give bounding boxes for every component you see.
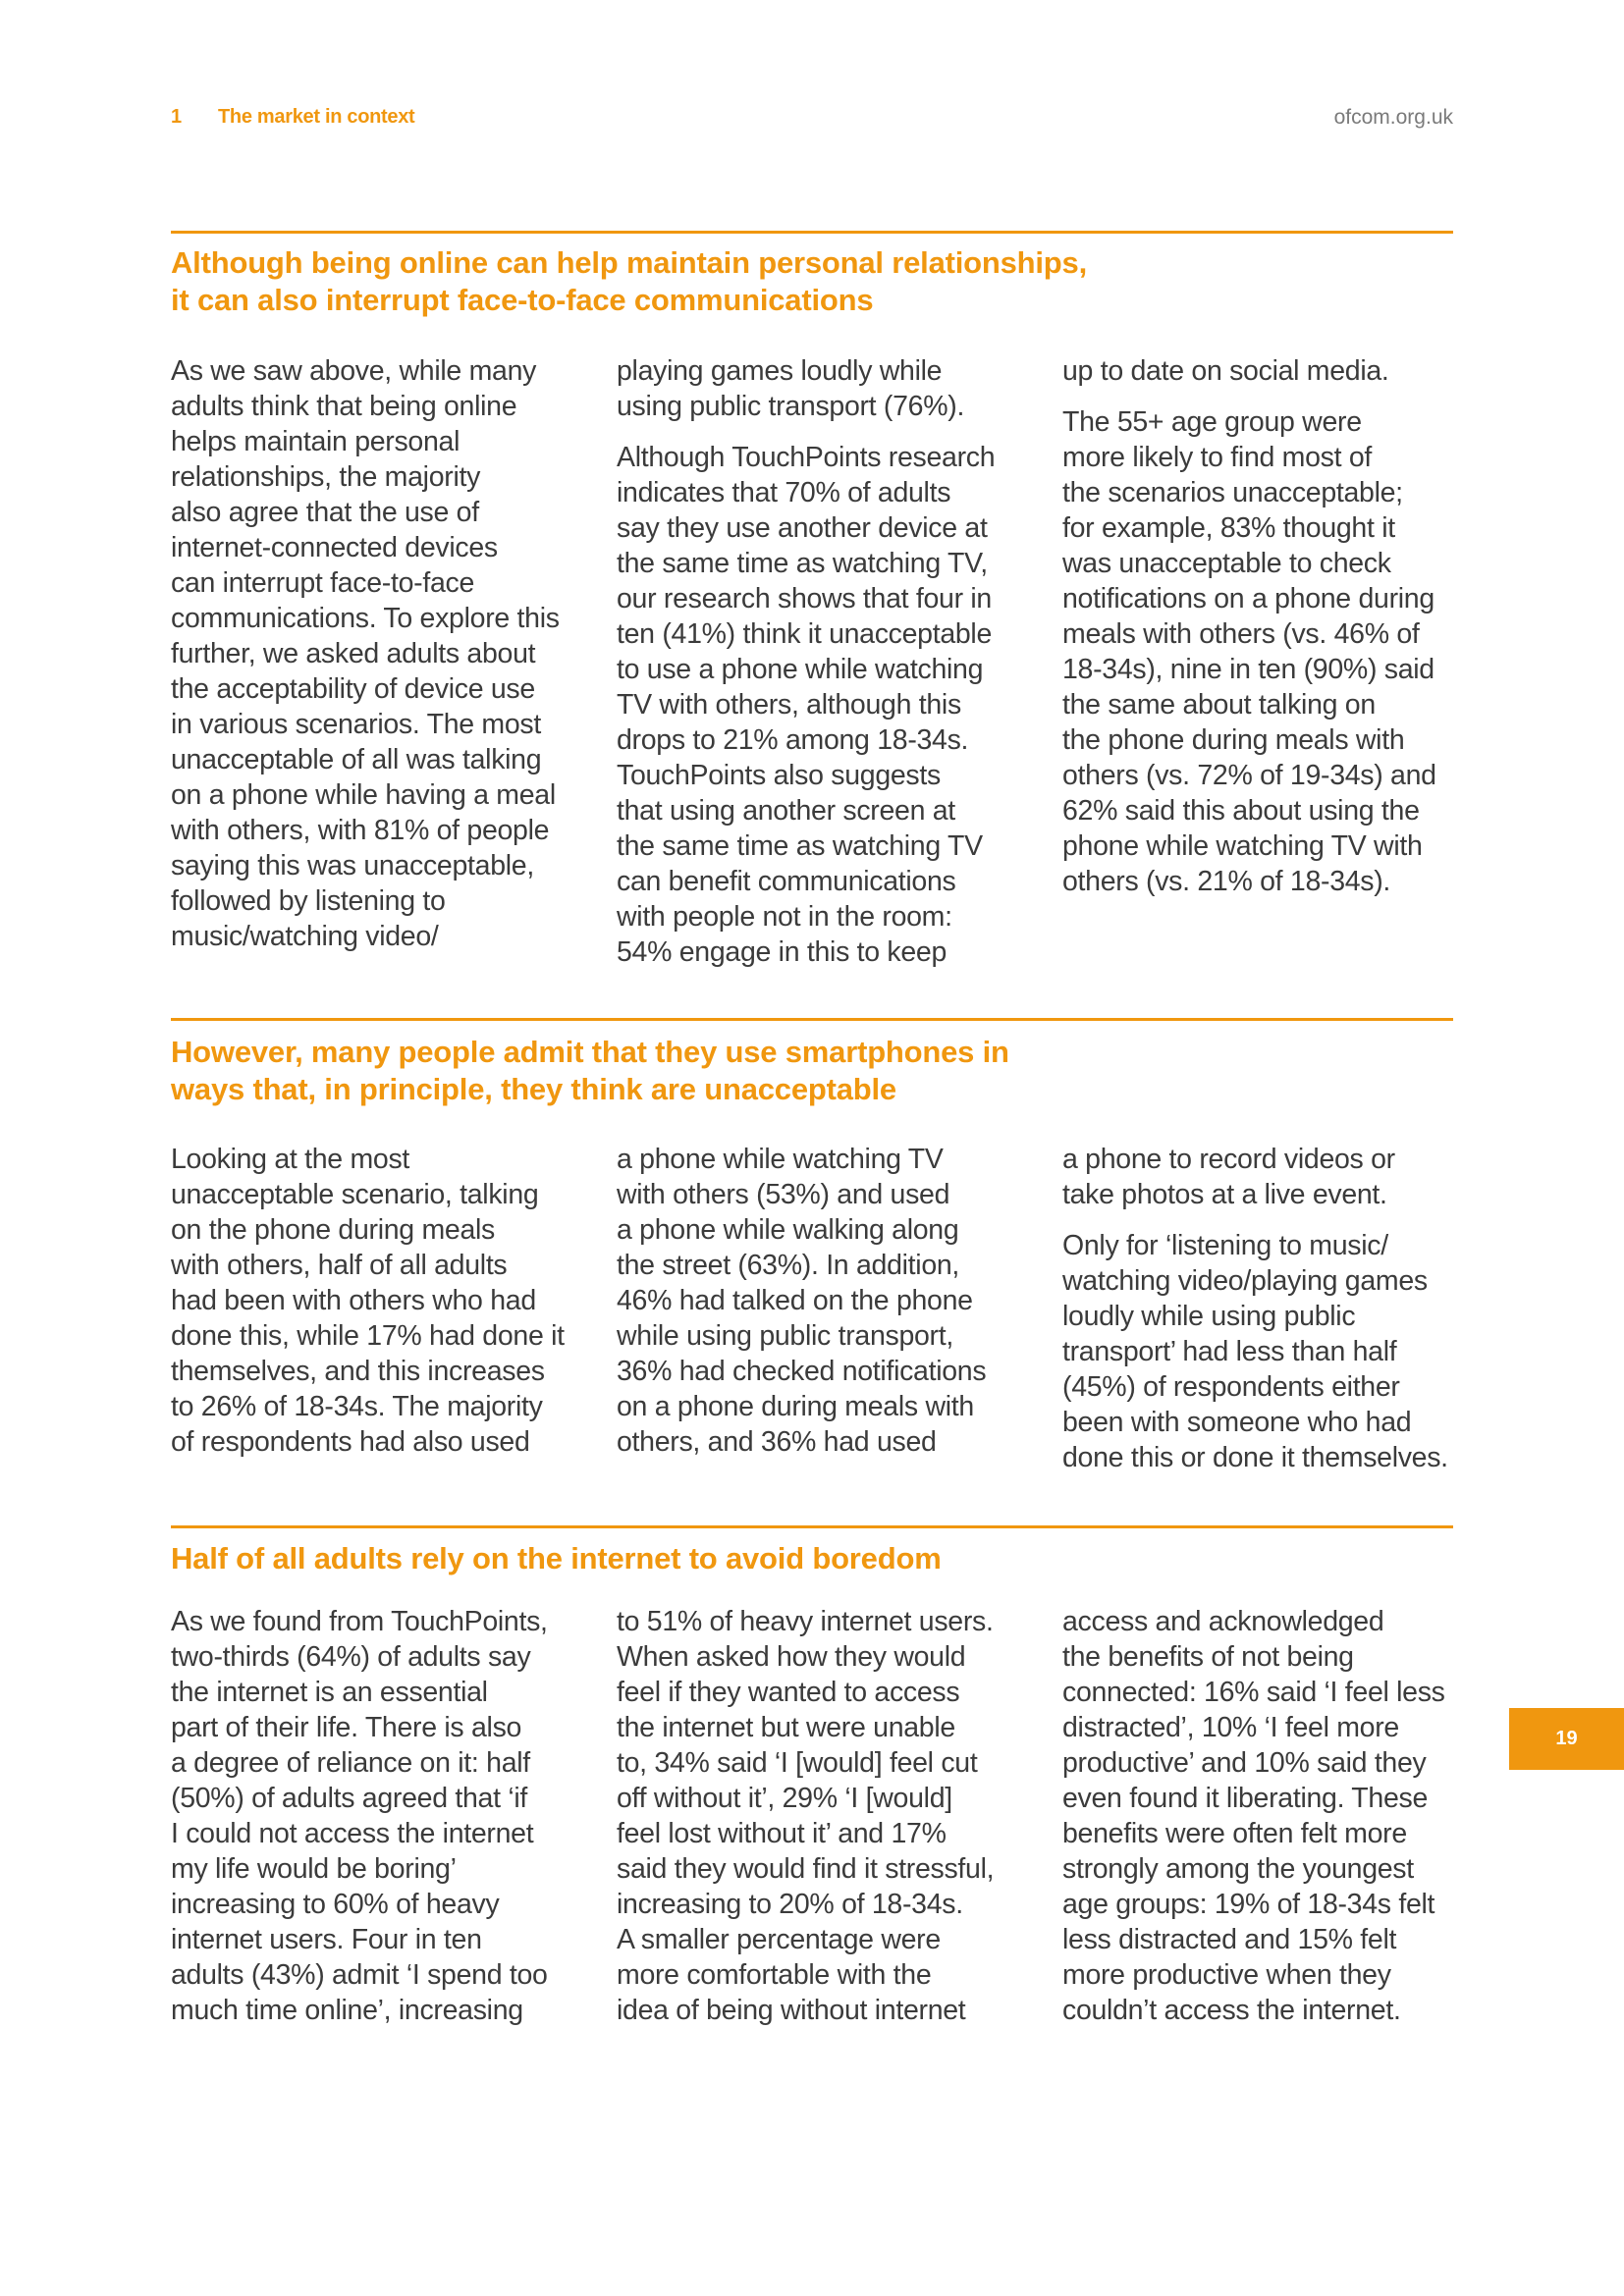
body-text-line: notifications on a phone during <box>1062 583 1435 614</box>
body-text-line: less distracted and 15% felt <box>1062 1924 1397 1955</box>
body-text-line: up to date on social media. <box>1062 355 1389 387</box>
body-text-line: TV with others, although this <box>617 689 961 721</box>
body-text-line: the benefits of not being <box>1062 1641 1354 1673</box>
body-text-line: on a phone during meals with <box>617 1391 974 1422</box>
body-text-line: adults (43%) admit ‘I spend too <box>171 1959 548 1991</box>
body-text-line: the internet is an essential <box>171 1677 488 1708</box>
body-text-line: can benefit communications <box>617 866 956 897</box>
body-text-line: can interrupt face-to-face <box>171 567 475 599</box>
body-text-line: loudly while using public <box>1062 1301 1356 1332</box>
body-text-line: said they would find it stressful, <box>617 1853 995 1885</box>
body-text-line: on the phone during meals <box>171 1214 495 1246</box>
section-3-column-3 <box>1062 1604 1475 2028</box>
body-text-line: two-thirds (64%) of adults say <box>171 1641 531 1673</box>
body-text-line: unacceptable scenario, talking <box>171 1179 539 1210</box>
body-text-line: that using another screen at <box>617 795 955 827</box>
body-text-line: more likely to find most of <box>1062 442 1373 473</box>
section-heading: However, many people admit that they use smartphones in ways that, in principle, they think are unacceptable <box>171 1035 1009 1106</box>
body-text-line: done this or done it themselves. <box>1062 1442 1448 1473</box>
body-text-line: relationships, the majority <box>171 461 481 493</box>
body-text-line: Only for ‘listening to music/ <box>1062 1230 1388 1261</box>
body-text-line: couldn’t access the internet. <box>1062 1995 1401 2026</box>
section-2-column-2 <box>617 1142 1029 1460</box>
body-text-line: to use a phone while watching <box>617 654 984 685</box>
section-1-column-3 <box>1062 353 1475 899</box>
body-text-line: watching video/playing games <box>1062 1265 1428 1297</box>
body-text-line: As we found from TouchPoints, <box>171 1606 548 1637</box>
body-text-line: much time online’, increasing <box>171 1995 523 2026</box>
body-text-line: (45%) of respondents either <box>1062 1371 1400 1403</box>
body-text-line: playing games loudly while <box>617 355 943 387</box>
page-number-tab <box>1509 1708 1624 1770</box>
page-header <box>171 106 1453 135</box>
body-text-line: my life would be boring’ <box>171 1853 457 1885</box>
body-text-line: productive’ and 10% said they <box>1062 1747 1427 1779</box>
body-text-line: benefits were often felt more <box>1062 1818 1407 1849</box>
body-text-line: 62% said this about using the <box>1062 795 1420 827</box>
body-text-line: age groups: 19% of 18-34s felt <box>1062 1889 1435 1920</box>
section-3-column-2 <box>617 1604 1029 2028</box>
body-text-line: with others (53%) and used <box>617 1179 950 1210</box>
body-text-line: unacceptable of all was talking <box>171 744 542 775</box>
body-text-line: feel lost without it’ and 17% <box>617 1818 947 1849</box>
body-text-line: to 51% of heavy internet users. <box>617 1606 994 1637</box>
body-text-line: a phone while watching TV <box>617 1144 944 1175</box>
body-text-line: saying this was unacceptable, <box>171 850 534 881</box>
section-divider <box>171 231 1453 234</box>
body-text-line: strongly among the youngest <box>1062 1853 1414 1885</box>
paragraph-gap <box>617 424 1029 440</box>
body-text-line: A smaller percentage were <box>617 1924 941 1955</box>
body-text-line: off without it’, 29% ‘I [would] <box>617 1783 952 1814</box>
body-text-line: a phone to record videos or <box>1062 1144 1395 1175</box>
section-divider <box>171 1525 1453 1528</box>
body-text-line: with others, with 81% of people <box>171 815 550 846</box>
body-text-line: take photos at a live event. <box>1062 1179 1387 1210</box>
body-text-line: more productive when they <box>1062 1959 1391 1991</box>
body-text-line: ten (41%) think it unacceptable <box>617 618 993 650</box>
body-text-line: I could not access the internet <box>171 1818 534 1849</box>
body-text-line: to 26% of 18-34s. The majority <box>171 1391 543 1422</box>
body-text-line: idea of being without internet <box>617 1995 966 2026</box>
body-text-line: also agree that the use of <box>171 497 479 528</box>
body-text-line: a phone while walking along <box>617 1214 959 1246</box>
section-2-column-1 <box>171 1142 583 1460</box>
body-text-line: others (vs. 72% of 19-34s) and <box>1062 760 1436 791</box>
body-text-line: 46% had talked on the phone <box>617 1285 973 1316</box>
paragraph-gap <box>1062 1212 1475 1228</box>
body-text-line: TouchPoints also suggests <box>617 760 941 791</box>
body-text-line: Looking at the most <box>171 1144 410 1175</box>
body-text-line: The 55+ age group were <box>1062 406 1362 438</box>
body-text-line: with people not in the room: <box>617 901 952 933</box>
body-text-line: the internet but were unable <box>617 1712 955 1743</box>
page-number: 19 <box>1555 1728 1578 1749</box>
body-text-line: 54% engage in this to keep <box>617 936 947 968</box>
body-text-line: for example, 83% thought it <box>1062 512 1395 544</box>
body-text-line: increasing to 60% of heavy <box>171 1889 500 1920</box>
body-text-line: had been with others who had <box>171 1285 536 1316</box>
body-text-line: using public transport (76%). <box>617 391 965 422</box>
body-text-line: indicates that 70% of adults <box>617 477 951 508</box>
body-text-line: our research shows that four in <box>617 583 992 614</box>
body-text-line: increasing to 20% of 18-34s. <box>617 1889 963 1920</box>
body-text-line: a degree of reliance on it: half <box>171 1747 530 1779</box>
body-text-line: feel if they wanted to access <box>617 1677 960 1708</box>
body-text-line: 18-34s), nine in ten (90%) said <box>1062 654 1435 685</box>
section-1-column-1 <box>171 353 583 954</box>
body-text-line: As we saw above, while many <box>171 355 537 387</box>
body-text-line: music/watching video/ <box>171 921 439 952</box>
paragraph-gap <box>1062 389 1475 404</box>
section-heading: Although being online can help maintain personal relationships, it can also interrupt face-to-face communications <box>171 245 1087 317</box>
body-text-line: the same time as watching TV <box>617 830 983 862</box>
body-text-line: adults think that being online <box>171 391 517 422</box>
section-1-column-2 <box>617 353 1029 970</box>
body-text-line: themselves, and this increases <box>171 1356 545 1387</box>
body-text-line: others, and 36% had used <box>617 1426 937 1458</box>
body-text-line: internet-connected devices <box>171 532 498 563</box>
body-text-line: to, 34% said ‘I [would] feel cut <box>617 1747 978 1779</box>
body-text-line: done this, while 17% had done it <box>171 1320 565 1352</box>
section-divider <box>171 1018 1453 1021</box>
body-text-line: say they use another device at <box>617 512 988 544</box>
body-text-line: the phone during meals with <box>1062 724 1405 756</box>
body-text-line: access and acknowledged <box>1062 1606 1384 1637</box>
body-text-line: the same time as watching TV, <box>617 548 988 579</box>
body-text-line: the acceptability of device use <box>171 673 535 705</box>
section-2-column-3 <box>1062 1142 1475 1475</box>
body-text-line: Although TouchPoints research <box>617 442 996 473</box>
body-text-line: communications. To explore this <box>171 603 560 634</box>
body-text-line: internet users. Four in ten <box>171 1924 482 1955</box>
body-text-line: of respondents had also used <box>171 1426 530 1458</box>
body-text-line: distracted’, 10% ‘I feel more <box>1062 1712 1399 1743</box>
body-text-line: transport’ had less than half <box>1062 1336 1397 1367</box>
body-text-line: in various scenarios. The most <box>171 709 541 740</box>
body-text-line: with others, half of all adults <box>171 1250 508 1281</box>
body-text-line: meals with others (vs. 46% of <box>1062 618 1420 650</box>
body-text-line: part of their life. There is also <box>171 1712 522 1743</box>
body-text-line: was unacceptable to check <box>1062 548 1391 579</box>
body-text-line: the same about talking on <box>1062 689 1376 721</box>
body-text-line: followed by listening to <box>171 885 446 917</box>
body-text-line: been with someone who had <box>1062 1407 1412 1438</box>
body-text-line: the scenarios unacceptable; <box>1062 477 1403 508</box>
body-text-line: helps maintain personal <box>171 426 460 457</box>
body-text-line: (50%) of adults agreed that ‘if <box>171 1783 527 1814</box>
body-text-line: drops to 21% among 18-34s. <box>617 724 969 756</box>
body-text-line: When asked how they would <box>617 1641 966 1673</box>
body-text-line: on a phone while having a meal <box>171 779 556 811</box>
body-text-line: connected: 16% said ‘I feel less <box>1062 1677 1445 1708</box>
body-text-line: further, we asked adults about <box>171 638 536 669</box>
body-text-line: even found it liberating. These <box>1062 1783 1429 1814</box>
chapter-number: 1 <box>171 106 183 128</box>
section-heading: Half of all adults rely on the internet to avoid boredom <box>171 1541 942 1575</box>
body-text-line: 36% had checked notifications <box>617 1356 987 1387</box>
body-text-line: while using public transport, <box>617 1320 953 1352</box>
body-text-line: more comfortable with the <box>617 1959 932 1991</box>
body-text-line: phone while watching TV with <box>1062 830 1423 862</box>
section-3-column-1 <box>171 1604 583 2028</box>
site-url[interactable]: ofcom.org.uk <box>1333 106 1453 129</box>
body-text-line: the street (63%). In addition, <box>617 1250 960 1281</box>
chapter-title: The market in context <box>218 106 415 128</box>
body-text-line: others (vs. 21% of 18-34s). <box>1062 866 1391 897</box>
